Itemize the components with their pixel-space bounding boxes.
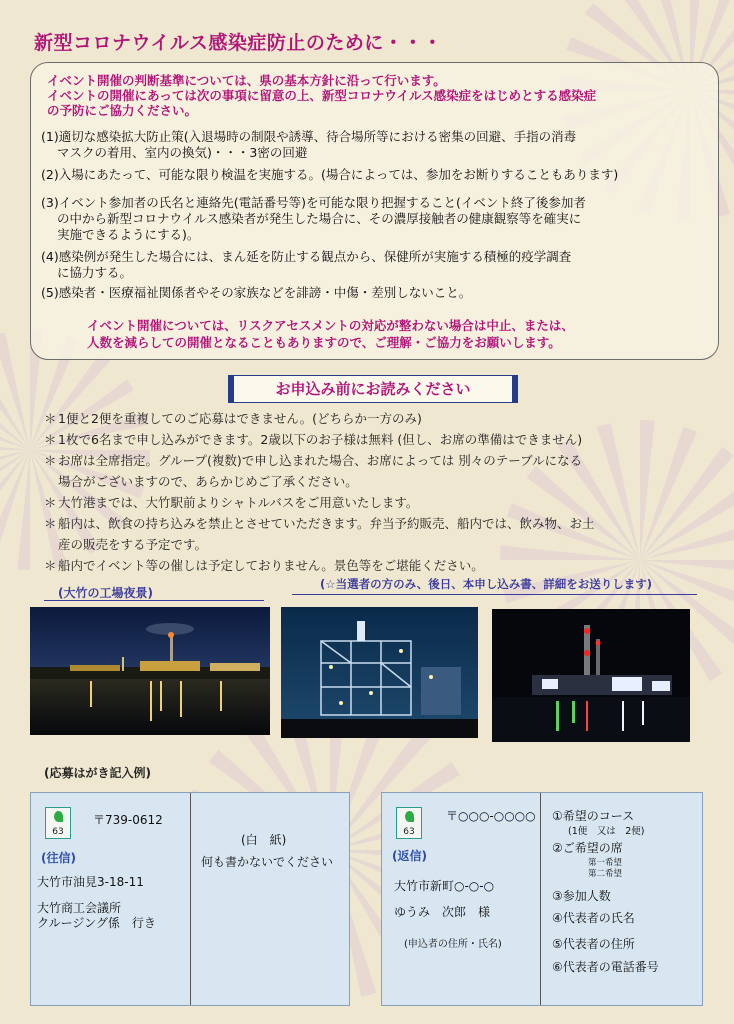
caption-underline [292,594,697,595]
notice-item-text: (5)感染者・医療福祉関係者やその家族などを誹謗・中傷・差別しないこと。 [41,285,472,300]
photo-caption-winners-note: (☆当選者の方のみ、後日、本申し込み書、詳細をお送りします) [320,577,653,591]
postcard-outgoing [30,792,350,1006]
note-line: 場合がございますので、あらかじめご了承ください。 [58,474,358,489]
notice-closing [87,317,687,351]
read-before-heading: お申込み前にお読みください [228,375,518,403]
notice-item-2 [41,167,709,183]
asterisk-icon: ＊ [44,558,57,573]
note-item [44,450,704,492]
field-rep-phone: ⑥代表者の電話番号 [552,960,659,974]
notice-item-1 [41,129,709,161]
postal-code: 〒○○○-○○○○ [446,809,536,823]
leaf-icon [405,811,414,822]
card-divider [540,793,541,1005]
closing-line: イベント開催については、リスクアセスメントの対応が整わない場合は中止、または、 [87,318,574,333]
note-item [44,513,704,555]
stamp-value: 63 [403,827,415,837]
leaf-icon [54,811,63,822]
note-line: お席は全席指定。グループ(複数)で申し込まれた場合、お席によっては 別々のテーブルになる [58,453,583,468]
postal-code: 〒739-0612 [93,813,163,827]
note-line: 大竹港までは、大竹駅前よりシャトルバスをご用意いたします。 [58,495,419,510]
postage-stamp [396,807,422,839]
recipient-name: クルージング係 行き [37,916,156,930]
note-line: 船内は、飲食の持ち込みを禁止とさせていただきます。弁当予約販売、船内では、飲み物、お土 [58,516,595,531]
applicant-address: 大竹市新町○-○-○ [394,879,495,893]
notice-item-text: マスクの着用、室内の換気)・・・3密の回避 [57,145,308,160]
notice-item-text: (1)適切な感染拡大防止策(入退場時の制限や誘導、待合場所等における密集の回避、手指の消毒 [41,129,577,144]
applicant-name-note: (申込者の住所・氏名) [404,939,502,950]
note-line: 1便と2便を重複してのご応募はできません。(どちらか一方のみ) [58,411,422,426]
photo-caption-factory-night: (大竹の工場夜景) [58,586,153,600]
covid-notice-box [30,62,719,360]
note-line: 1枚で6名まで申し込みができます。2歳以下のお子様は無料 (但し、お席の準備はできません) [58,432,583,447]
notice-item-4 [41,249,709,281]
blank-side-title: (白 紙) [241,833,287,847]
page-title: 新型コロナウイルス感染症防止のために・・・ [34,32,443,54]
note-line: 船内でイベント等の催しは予定しておりません。景色等をご堪能ください。 [58,558,484,573]
recipient-name: 大竹商工会議所 [37,901,122,915]
asterisk-icon: ＊ [44,516,57,531]
notice-item-5 [41,285,709,301]
notice-item-text: 実施できるようにする)。 [57,227,200,242]
field-seat-second: 第二希望 [588,869,623,879]
recipient-address: 大竹市油見3-18-11 [37,875,144,889]
postage-stamp [45,807,71,839]
notice-intro [47,73,697,118]
note-item [44,492,704,513]
asterisk-icon: ＊ [44,411,57,426]
field-rep-address: ⑤代表者の住所 [552,937,635,951]
asterisk-icon: ＊ [44,432,57,447]
caption-underline [44,600,264,601]
applicant-name: ゆうみ 次郎 様 [394,905,491,919]
intro-line: イベントの開催にあっては次の事項に留意の上、新型コロナウイルス感染症をはじめとする感染症 [47,88,597,103]
note-line: 産の販売をする予定です。 [58,537,208,552]
note-item [44,429,704,450]
asterisk-icon: ＊ [44,453,57,468]
notice-item-text: (2)入場にあたって、可能な限り検温を実施する。(場合によっては、参加をお断りすることもあります) [41,167,619,182]
reply-tag: (返信) [392,849,427,863]
field-seat: ②ご希望の席 [552,841,623,855]
notice-item-text: の中から新型コロナウイルス感染者が発生した場合に、その濃厚接触者の健康観察等を確実に [57,211,582,226]
outgoing-tag: (往信) [41,851,76,865]
notice-item-3 [41,195,709,243]
blank-side-note: 何も書かないでください [201,855,334,869]
notice-item-text: (3)イベント参加者の氏名と連絡先(電話番号等)を可能な限り把握すること(イベント終了後参加者 [41,195,586,210]
field-people: ③参加人数 [552,889,611,903]
field-rep-name: ④代表者の氏名 [552,911,635,925]
field-seat-first: 第一希望 [588,858,623,868]
notice-item-text: (4)感染例が発生した場合には、まん延を防止する観点から、保健所が実施する積極的疫学調査 [41,249,572,264]
asterisk-icon: ＊ [44,495,57,510]
application-notes [44,408,704,576]
note-item [44,408,704,429]
intro-line: イベント開催の判断基準については、県の基本方針に沿って行います。 [47,73,446,88]
notice-item-text: に協力する。 [57,265,133,280]
factory-night-photo-2 [281,607,478,738]
postcard-reply [381,792,703,1006]
card-divider [190,793,191,1005]
factory-night-photo-3 [492,609,690,742]
factory-night-photo-1 [30,607,270,735]
field-course: ①希望のコース [552,809,635,823]
stamp-value: 63 [52,827,64,837]
note-item [44,555,704,576]
postcard-example-label: (応募はがき記入例) [44,766,151,780]
field-course-sub: (1便 又は 2便) [568,826,645,837]
intro-line: の予防にご協力ください。 [47,103,198,118]
closing-line: 人数を減らしての開催となることもありますので、ご理解・ご協力をお願いします。 [87,335,561,350]
